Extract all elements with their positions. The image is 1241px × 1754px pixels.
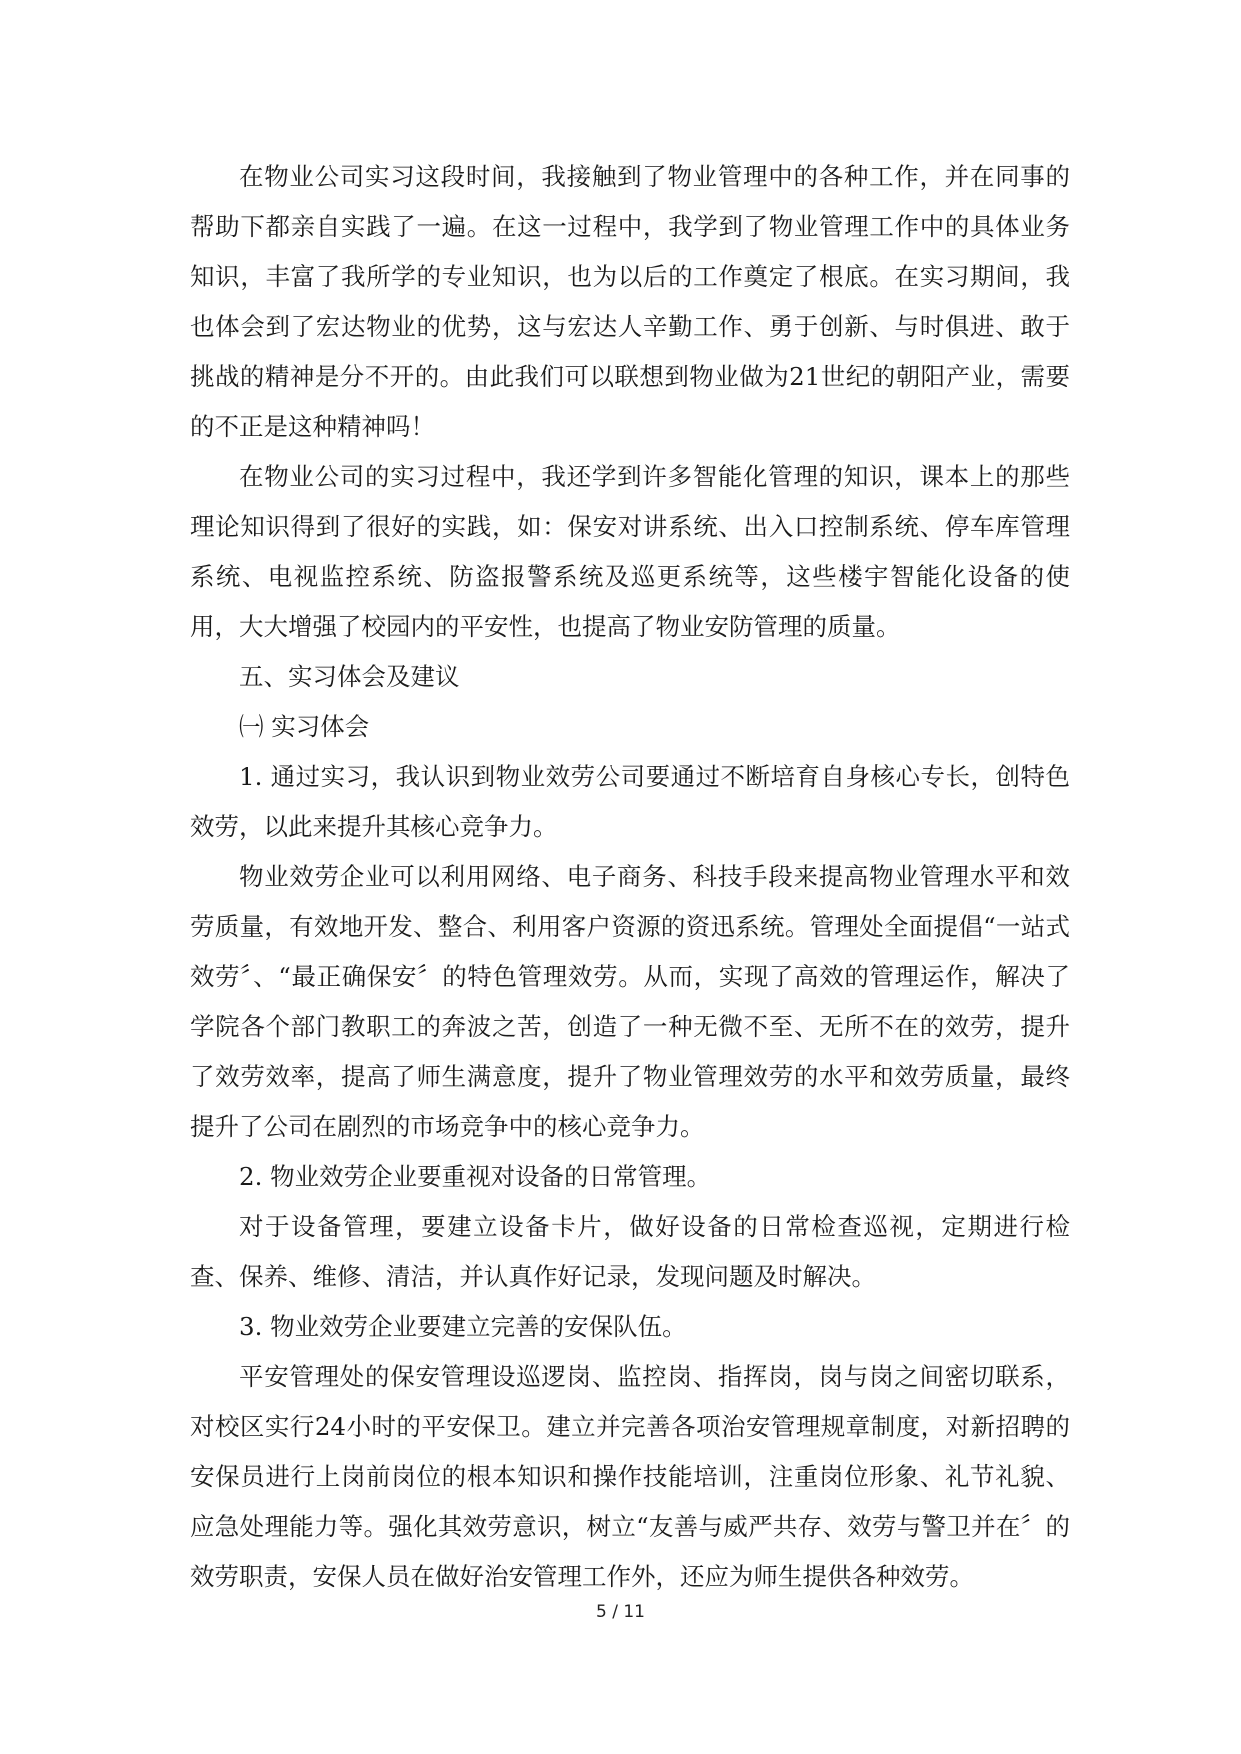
paragraph-internship-experience: 在物业公司实习这段时间，我接触到了物业管理中的各种工作，并在同事的帮助下都亲自实践了一遍。在这一过程中，我学到了物业管理工作中的具体业务知识，丰富了我所学的专业知识，也为以后的工作奠定了根底。在实习期间，我也体会到了宏达物业的优势，这与宏达人辛勤工作、勇于创新、与时俱进、敢于挑战的精神是分不开的。由此我们可以联想到物业做为21世纪的朝阳产业，需要的不正是这种精神吗！ [190, 162, 1070, 441]
document-body [190, 152, 1070, 1602]
list-item-2: 2. 物业效劳企业要重视对设备的日常管理。 [239, 1162, 712, 1191]
page-number: 5 / 11 [596, 1602, 645, 1622]
paragraph-service-quality: 物业效劳企业可以利用网络、电子商务、科技手段来提高物业管理水平和效劳质量，有效地开发、整合、利用客户资源的资迅系统。管理处全面提倡“一站式效劳〞、“最正确保安〞的特色管理效劳。从而，实现了高效的管理运作，解决了学院各个部门教职工的奔波之苦，创造了一种无微不至、无所不在的效劳，提升了效劳效率，提高了师生满意度，提升了物业管理效劳的水平和效劳质量，最终提升了公司在剧烈的市场竞争中的核心竞争力。 [190, 862, 1070, 1141]
list-item-3: 3. 物业效劳企业要建立完善的安保队伍。 [239, 1312, 687, 1341]
list-item-1: 1. 通过实习，我认识到物业效劳公司要通过不断培育自身核心专长，创特色效劳，以此来提升其核心竞争力。 [190, 762, 1070, 841]
subsection-heading-1: ㈠ 实习体会 [239, 712, 370, 741]
paragraph-equipment-management: 对于设备管理，要建立设备卡片，做好设备的日常检查巡视，定期进行检查、保养、维修、清洁，并认真作好记录，发现问题及时解决。 [190, 1212, 1070, 1291]
paragraph-intelligent-management: 在物业公司的实习过程中，我还学到许多智能化管理的知识，课本上的那些理论知识得到了很好的实践，如：保安对讲系统、出入口控制系统、停车库管理系统、电视监控系统、防盗报警系统及巡更系统等，这些楼宇智能化设备的使用，大大增强了校园内的平安性，也提高了物业安防管理的质量。 [190, 462, 1070, 641]
section-heading-5: 五、实习体会及建议 [239, 662, 460, 691]
paragraph-security-team: 平安管理处的保安管理设巡逻岗、监控岗、指挥岗，岗与岗之间密切联系，对校区实行24小时的平安保卫。建立并完善各项治安管理规章制度，对新招聘的安保员进行上岗前岗位的根本知识和操作技能培训，注重岗位形象、礼节礼貌、应急处理能力等。强化其效劳意识，树立“友善与威严共存、效劳与警卫并在〞的效劳职责，安保人员在做好治安管理工作外，还应为师生提供各种效劳。 [190, 1362, 1070, 1591]
